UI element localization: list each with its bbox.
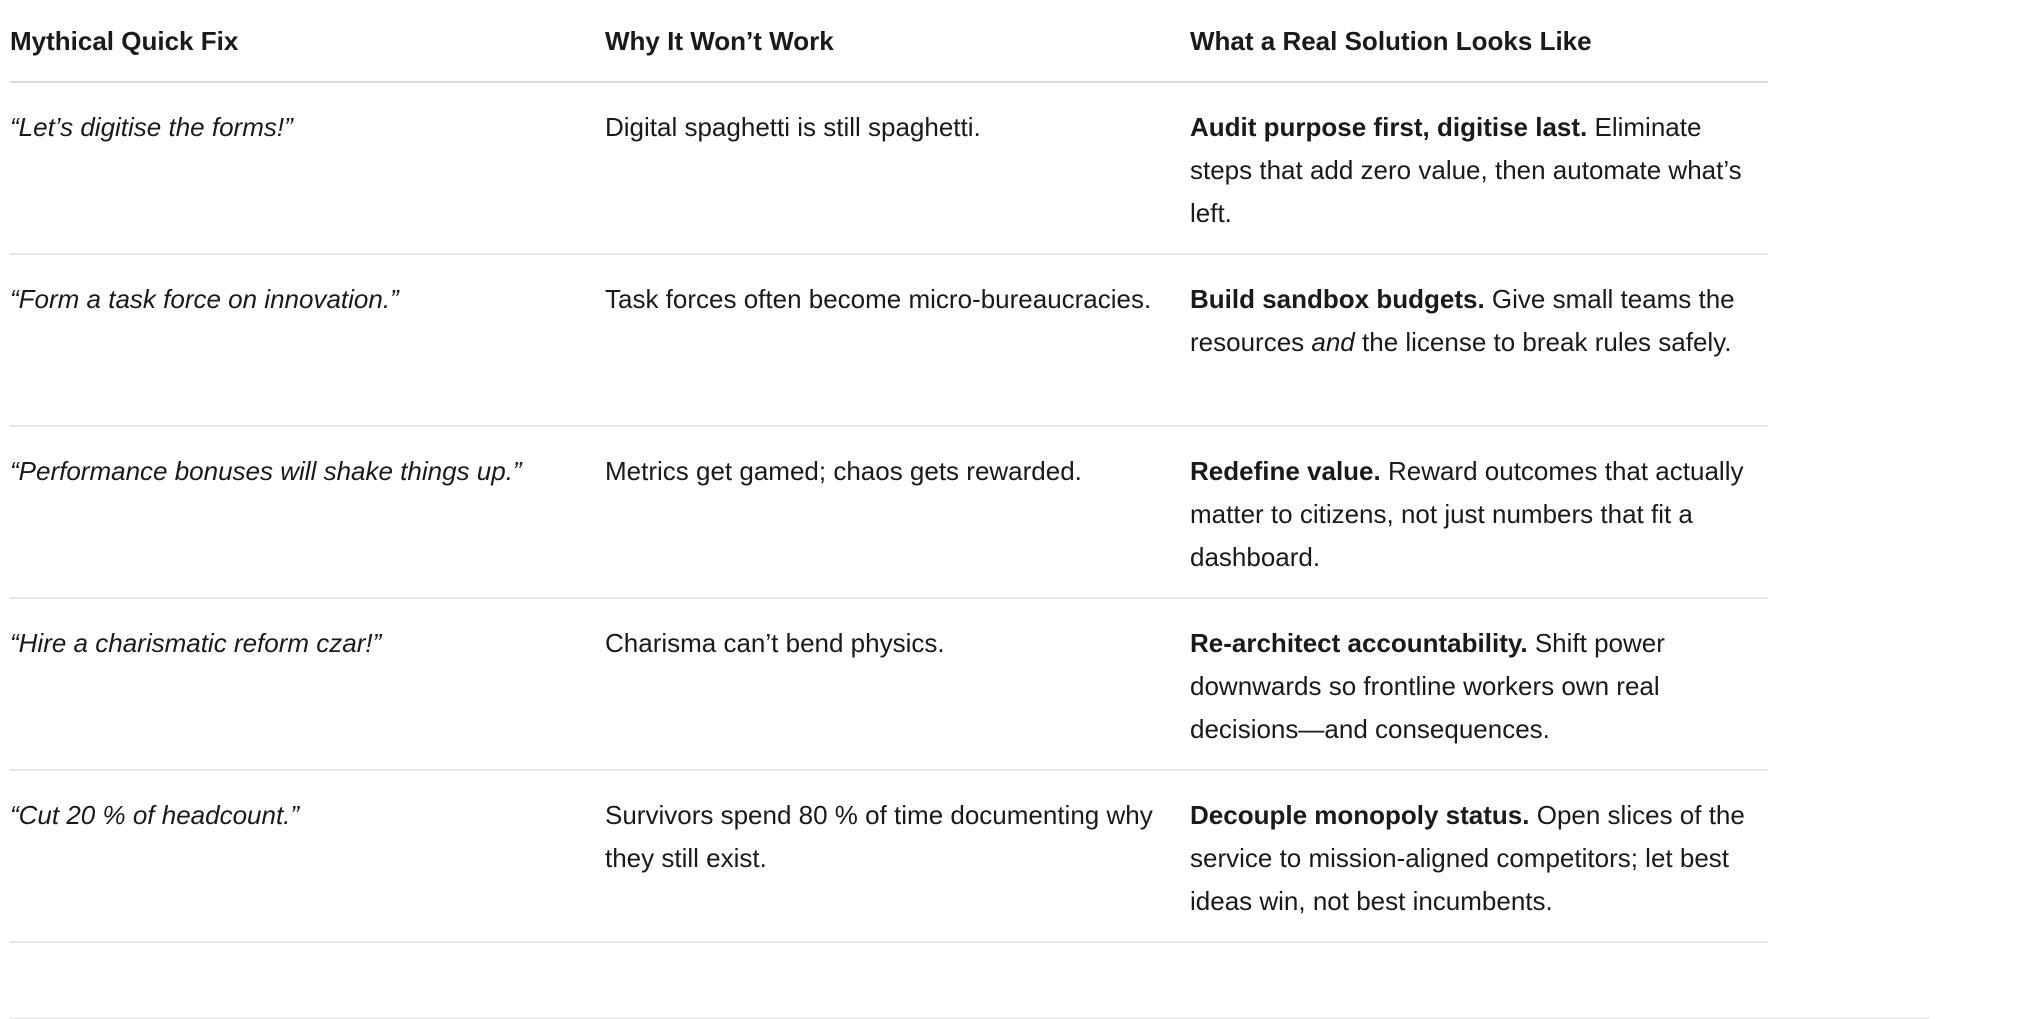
solution-text: Give small teams the resources bbox=[1190, 284, 1735, 357]
table-row bbox=[10, 255, 1768, 427]
why-cell: Charisma can’t bend physics. bbox=[605, 628, 945, 658]
solution-text: the license to break rules safely. bbox=[1354, 327, 1732, 357]
table-row bbox=[10, 599, 1768, 771]
why-cell: Survivors spend 80 % of time documenting why they still exist. bbox=[605, 800, 1153, 873]
table-row bbox=[10, 771, 1768, 943]
solution-lead: Decouple monopoly status. bbox=[1190, 800, 1530, 830]
solution-text: Open slices of the service to mission-aligned competitors; let best ideas win, not best incumbents. bbox=[1190, 800, 1745, 916]
myth-cell: “Let’s digitise the forms!” bbox=[10, 112, 293, 142]
table-header-row bbox=[10, 0, 1768, 83]
solution-cell bbox=[1190, 427, 1768, 597]
why-cell: Digital spaghetti is still spaghetti. bbox=[605, 112, 981, 142]
solution-lead: Audit purpose first, digitise last. bbox=[1190, 112, 1588, 142]
solution-cell bbox=[1190, 599, 1768, 769]
solution-text: Reward outcomes that actually matter to citizens, not just numbers that fit a dashboard. bbox=[1190, 456, 1744, 572]
header-real-solution: What a Real Solution Looks Like bbox=[1190, 26, 1592, 56]
solution-cell bbox=[1190, 771, 1768, 941]
myth-cell: “Performance bonuses will shake things up.” bbox=[10, 456, 522, 486]
header-mythical-quick-fix: Mythical Quick Fix bbox=[10, 26, 239, 56]
solution-cell bbox=[1190, 255, 1768, 425]
why-cell: Metrics get gamed; chaos gets rewarded. bbox=[605, 456, 1082, 486]
solution-lead: Build sandbox budgets. bbox=[1190, 284, 1485, 314]
header-why-it-wont-work: Why It Won’t Work bbox=[605, 26, 834, 56]
table-row bbox=[10, 427, 1768, 599]
myth-cell: “Cut 20 % of headcount.” bbox=[10, 800, 300, 830]
solution-lead: Redefine value. bbox=[1190, 456, 1381, 486]
solution-text: Shift power downwards so frontline workers own real decisions—and consequences. bbox=[1190, 628, 1665, 744]
solution-emphasis: and bbox=[1311, 327, 1355, 357]
myth-cell: “Hire a charismatic reform czar!” bbox=[10, 628, 382, 658]
solution-text: Eliminate steps that add zero value, then automate what’s left. bbox=[1190, 112, 1742, 228]
solution-cell bbox=[1190, 83, 1768, 253]
why-cell: Task forces often become micro-bureaucracies. bbox=[605, 284, 1152, 314]
solution-lead: Re-architect accountability. bbox=[1190, 628, 1528, 658]
myth-cell: “Form a task force on innovation.” bbox=[10, 284, 399, 314]
table-row bbox=[10, 83, 1768, 255]
comparison-table bbox=[10, 0, 1768, 943]
